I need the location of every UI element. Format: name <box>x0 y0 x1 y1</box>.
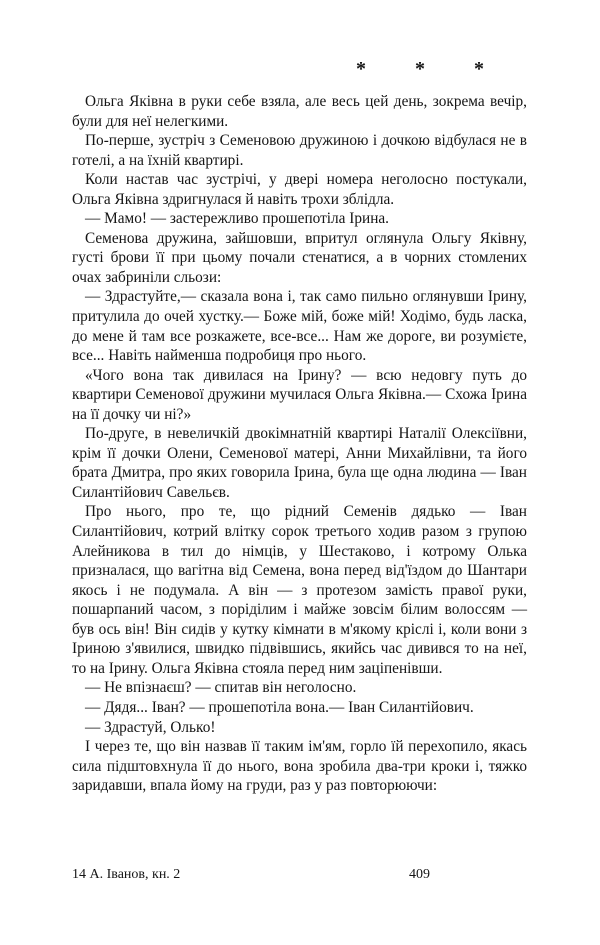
dialogue-line: — Не впізнаєш? — спитав він неголосно. <box>85 679 357 697</box>
paragraph: По-перше, зустріч з Семеновою дружиною і дочкою відбулася не в готелі, а на їхній квартирі. <box>72 132 527 169</box>
dialogue-line: — Дядя... Іван? — прошепотіла вона.— Іван Силантійович. <box>85 698 474 716</box>
signature-mark: 14 А. Іванов, кн. 2 <box>72 867 181 882</box>
dialogue-line: — Здрастуй, Олько! <box>85 718 216 736</box>
paragraph: Ольга Яківна в руки себе взяла, але весь цей день, зокрема вечір, були для неї нелегкими. <box>72 93 527 130</box>
body-text <box>72 92 527 796</box>
paragraph: І через те, що він назвав її таким ім'ям, горло їй перехопило, якась сила підштовхнула її до нього, вона зробила два-три кроки і, тяжко заридавши, впала йому на груди, раз у раз повторюючи: <box>72 738 527 795</box>
paragraph: По-друге, в невеличкій двокімнатній квартирі Наталії Олексіївни, крім її дочки Олени, Семенової матері, Анни Михайлівни, та його брата Дмитра, про яких говорила Ірина, була ще одна людина — Іван Силантійович Савельєв. <box>72 425 527 501</box>
dialogue-line: — Здрастуйте,— сказала вона і, так само пильно оглянувши Ірину, притулила до очей хустку.— Боже мій, боже мій! Ходімо, будь ласка, до мене й там все розкажете, все-все... Нам же дороге, ви розумієте, все... Навіть найменша подробиця про нього. <box>72 288 527 365</box>
paragraph: Про нього, про те, що рідний Семенів дядько — Іван Силантійович, котрий влітку сорок третього ходив разом з групою Алейникова в тил до німців, у Шестаково, і котрому Олька призналася, що вагітна від Семена, вона перед від'їздом до Шантари якось і не подумала. А він — з протезом замість правої руки, пошарпаний часом, з порідiлим і майже зовсім білим волоссям — був ось він! Він сидів у кутку кімнати в м'якому кріслі і, коли вони з Іриною з'явилися, швидко підвівшись, якийсь час дивився то на неї, то на Ірину. Ольга Яківна стояла перед ним заціпенівши. <box>72 503 527 677</box>
section-separator: * * * <box>356 58 506 80</box>
page-number: 409 <box>409 867 430 882</box>
paragraph: «Чого вона так дивилася на Ірину? — всю недовгу путь до квартири Семенової дружини мучилася Ольга Яківна.— Схожа Ірина на її дочку чи ні?» <box>72 366 527 423</box>
paragraph: Коли настав час зустрічі, у двері номера неголосно постукали, Ольга Яківна здригнулася й навіть трохи зблідла. <box>72 171 527 208</box>
paragraph: Семенова дружина, зайшовши, впритул оглянула Ольгу Яківну, густі брови її при цьому почали стенатися, а в чорних стомлених очах забриніли сльози: <box>72 229 527 286</box>
dialogue-line: — Мамо! — застережливо прошепотіла Ірина. <box>85 210 389 228</box>
